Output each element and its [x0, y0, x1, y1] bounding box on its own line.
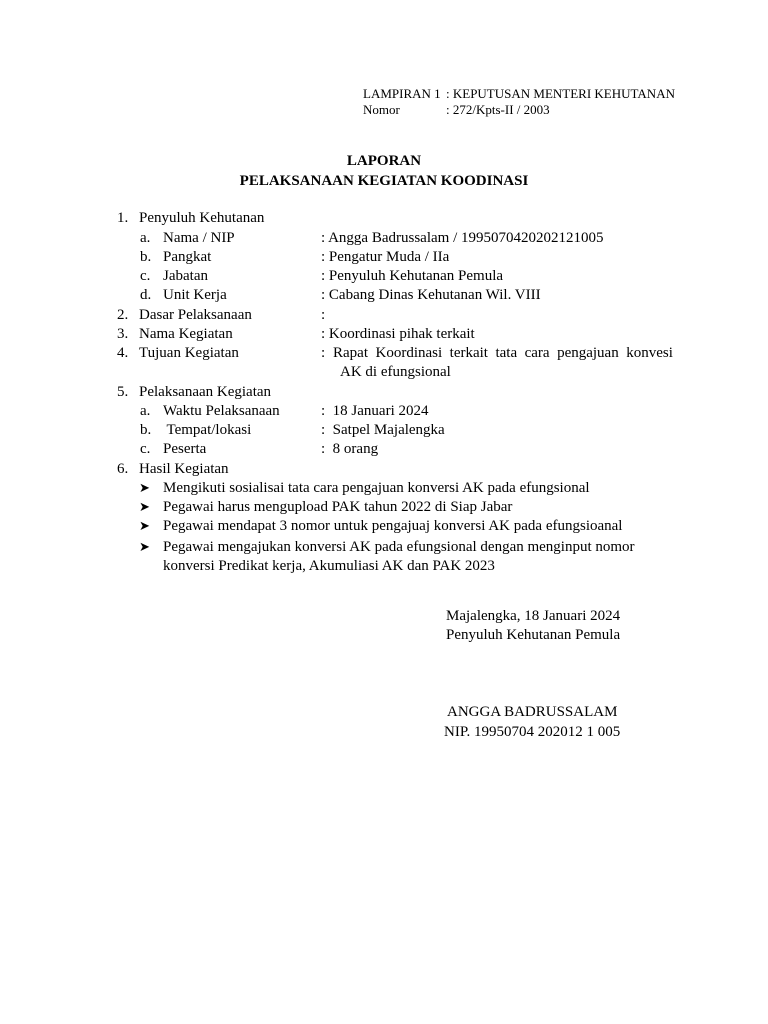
item-5-number: 5. [117, 384, 129, 400]
item-4-colon: : [321, 345, 326, 361]
item-5a-label: Waktu Pelaksanaan [163, 403, 280, 419]
item-5a-value: : 18 Januari 2024 [321, 403, 429, 419]
item-3-label: Nama Kegiatan [139, 326, 233, 342]
item-1b-value: : Pengatur Muda / IIa [321, 249, 450, 265]
item-1b-letter: b. [140, 249, 152, 265]
title-line1: LAPORAN [346, 153, 422, 169]
item-4-label: Tujuan Kegiatan [139, 345, 239, 361]
item-4-number: 4. [117, 345, 129, 361]
item-1a-value: : Angga Badrussalam / 199507042020212100​5 [321, 230, 604, 246]
lampiran-label: LAMPIRAN 1 [363, 86, 441, 101]
result-3: Pegawai mendapat 3 nomor untuk pengajuaj konversi AK pada efungsioanal [163, 518, 623, 534]
arrow-bullet-icon: ➤ [139, 539, 150, 554]
item-5-label: Pelaksanaan Kegiatan [139, 384, 272, 400]
item-1b-label: Pangkat [163, 249, 212, 265]
item-1d-letter: d. [140, 287, 152, 303]
nomor-label: Nomor [363, 102, 400, 117]
item-3-value: : Koordinasi pihak terkait [321, 326, 475, 342]
item-6-number: 6. [117, 461, 129, 477]
signature-place-date: Majalengka, 18 Januari 2024 [446, 608, 621, 624]
item-3-number: 3. [117, 326, 129, 342]
item-5b-value: : Satpel Majalengka [321, 422, 445, 438]
item-1d-value: : Cabang Dinas Kehutanan Wil. VIII [321, 287, 541, 303]
item-1a-label: Nama / NIP [163, 230, 235, 246]
result-2: Pegawai harus mengupload PAK tahun 2022 di Siap Jabar [163, 499, 513, 515]
item-5b-letter: b. [140, 422, 152, 438]
item-4-value-line1: Rapat Koordinasi terkait tata cara pengajuan konvesi [333, 345, 673, 361]
item-5b-label: Tempat/lokasi [163, 422, 252, 438]
item-1d-label: Unit Kerja [163, 287, 227, 303]
item-2-value: : [321, 307, 326, 323]
arrow-bullet-icon: ➤ [139, 480, 150, 495]
item-4-value-line2: AK di efungsional [340, 364, 451, 380]
lampiran-value: : KEPUTUSAN MENTERI KEHUTANAN [446, 86, 675, 101]
arrow-bullet-icon: ➤ [139, 518, 150, 533]
item-1-label: Penyuluh Kehutanan [139, 210, 265, 226]
item-5c-value: : 8 orang [321, 441, 379, 457]
item-1c-letter: c. [140, 268, 151, 284]
nomor-value: : 272/Kpts-II / 2003 [446, 102, 550, 117]
result-4-line1: Pegawai mengajukan konversi AK pada efungsional dengan menginput nomor [163, 539, 635, 555]
signature-name: ANGGA BADRUSSALAM [447, 704, 618, 720]
item-5c-label: Peserta [163, 441, 207, 457]
signature-position: Penyuluh Kehutanan Pemula [446, 627, 621, 643]
item-1a-letter: a. [140, 230, 151, 246]
item-1-number: 1. [117, 210, 129, 226]
item-1c-label: Jabatan [163, 268, 208, 284]
item-5a-letter: a. [140, 403, 151, 419]
item-6-label: Hasil Kegiatan [139, 461, 229, 477]
item-2-number: 2. [117, 307, 129, 323]
item-5c-letter: c. [140, 441, 151, 457]
arrow-bullet-icon: ➤ [139, 499, 150, 514]
result-4-line2: konversi Predikat kerja, Akumuliasi AK dan PAK 2023 [163, 558, 495, 574]
item-1c-value: : Penyuluh Kehutanan Pemula [321, 268, 504, 284]
result-1: Mengikuti sosialisai tata cara pengajuan konversi AK pada efungsional [163, 480, 590, 496]
item-2-label: Dasar Pelaksanaan [139, 307, 252, 323]
title-line2: PELAKSANAAN KEGIATAN KOODINASI [239, 173, 529, 189]
signature-nip: NIP. 19950704 202012 1 005 [444, 724, 621, 740]
